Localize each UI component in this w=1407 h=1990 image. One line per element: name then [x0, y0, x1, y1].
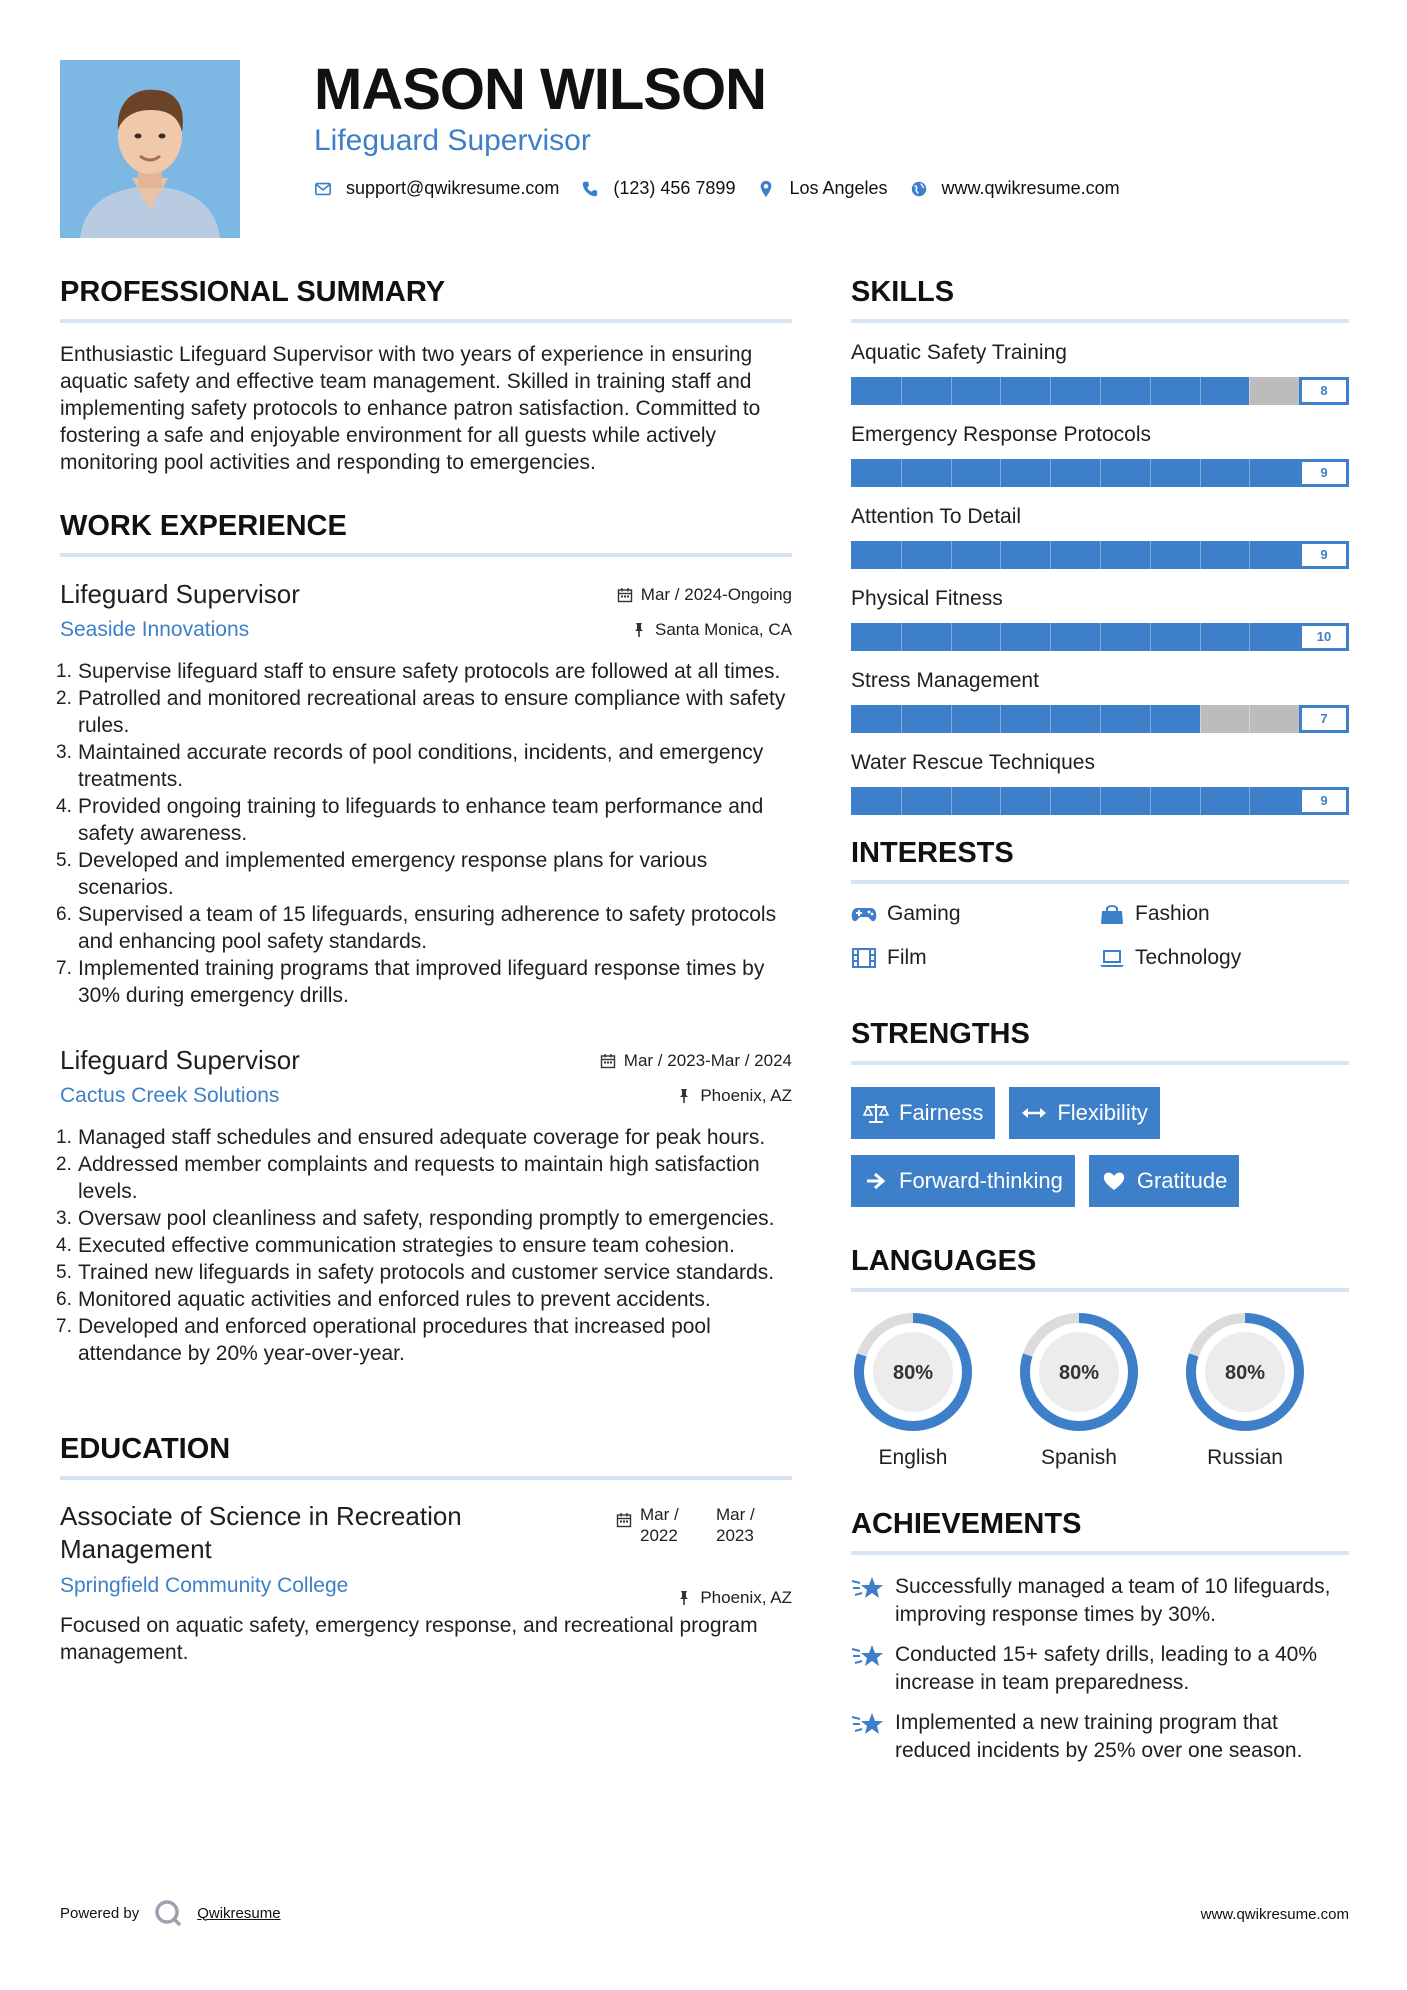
skill-bar-divider	[1150, 787, 1151, 815]
skill-bar-divider	[1150, 705, 1151, 733]
list-item: 1. Supervise lifeguard staff to ensure safety protocols are followed at all times.	[56, 660, 781, 683]
phone-text: (123) 456 7899	[613, 178, 736, 198]
skill-bar-divider	[951, 705, 952, 733]
globe-icon	[910, 180, 928, 198]
interest-item: Technology	[1099, 946, 1347, 970]
contact-bar	[314, 178, 1142, 199]
skill-bar-divider	[1200, 459, 1201, 487]
skill-bar-divider	[901, 377, 902, 405]
achievement-list	[851, 1573, 1349, 1765]
job-location	[676, 1086, 792, 1106]
job-date	[600, 1051, 792, 1071]
language-list	[851, 1310, 1349, 1470]
skill-bar-divider	[1000, 705, 1001, 733]
shooting-star-icon	[851, 1573, 885, 1603]
education-heading: EDUCATION	[60, 1433, 792, 1480]
education-dates	[616, 1504, 792, 1546]
job-bullets	[56, 1124, 792, 1367]
skill-bar-divider	[1150, 623, 1151, 651]
skill-item	[851, 505, 1349, 569]
interest-item: Fashion	[1099, 902, 1347, 926]
education-entry	[60, 1500, 792, 1666]
interest-item: Gaming	[851, 902, 1099, 926]
education-section	[60, 1433, 792, 1666]
job-title: Lifeguard Supervisor	[60, 1045, 300, 1075]
list-item: 3. Oversaw pool cleanliness and safety, responding promptly to emergencies.	[56, 1207, 775, 1230]
pushpin-icon	[676, 1590, 692, 1606]
pushpin-icon	[631, 622, 647, 638]
skill-bar-divider	[1050, 787, 1051, 815]
list-item: 4. Provided ongoing training to lifeguards to enhance team performance and safety awareness.	[56, 795, 764, 845]
strength-tag: Gratitude	[1089, 1155, 1240, 1207]
skill-bar-divider	[1100, 459, 1101, 487]
skill-bar-divider	[901, 541, 902, 569]
skill-bar-divider	[1200, 377, 1201, 405]
strength-tag: Forward-thinking	[851, 1155, 1075, 1207]
job-location-text: Phoenix, AZ	[700, 1086, 792, 1105]
skill-bar-divider	[901, 623, 902, 651]
job-location-text: Santa Monica, CA	[654, 620, 792, 639]
skill-bar	[851, 377, 1349, 405]
skill-bar	[851, 787, 1349, 815]
list-item: 1. Managed staff schedules and ensured adequate coverage for peak hours.	[56, 1126, 766, 1149]
skill-bar-divider	[1050, 541, 1051, 569]
shooting-star-icon	[851, 1641, 885, 1671]
language-percent: 80%	[1058, 1362, 1100, 1384]
skill-bar-divider	[1050, 623, 1051, 651]
skill-item	[851, 751, 1349, 815]
summary-section	[60, 276, 792, 476]
website-text: www.qwikresume.com	[941, 178, 1120, 198]
skill-bar-divider	[1249, 541, 1250, 569]
skill-value: 9	[1299, 459, 1349, 487]
skill-bar-divider	[951, 541, 952, 569]
skill-bar-divider	[1200, 787, 1201, 815]
skill-bar-divider	[1050, 705, 1051, 733]
list-item: 6. Monitored aquatic activities and enforced rules to prevent accidents.	[56, 1288, 711, 1311]
skill-bar-divider	[1100, 623, 1101, 651]
language-donut	[1017, 1310, 1141, 1434]
job-location	[631, 620, 792, 640]
language-item	[1017, 1310, 1183, 1470]
work-section	[56, 510, 792, 1367]
job-entry	[56, 1045, 792, 1367]
skill-bar-divider	[1150, 377, 1151, 405]
education-location-text: Phoenix, AZ	[700, 1588, 792, 1607]
achievement-item: Implemented a new training program that reduced incidents by 25% over one season.	[851, 1709, 1349, 1765]
language-name: Russian	[1207, 1446, 1283, 1469]
list-item: 3. Maintained accurate records of pool conditions, incidents, and emergency treatments.	[56, 741, 764, 791]
skill-bar-divider	[1000, 377, 1001, 405]
candidate-title: Lifeguard Supervisor	[314, 124, 591, 157]
envelope-icon	[314, 180, 332, 198]
skill-bar-divider	[1150, 541, 1151, 569]
language-donut	[851, 1310, 975, 1434]
calendar-icon	[617, 587, 633, 603]
education-start: Mar / 2022	[640, 1505, 679, 1545]
skill-bar-divider	[1249, 787, 1250, 815]
job-date	[617, 585, 792, 605]
job-entry	[56, 579, 792, 1009]
balance-scale-icon	[863, 1102, 889, 1124]
education-description: Focused on aquatic safety, emergency response, and recreational program management.	[60, 1614, 758, 1664]
interests-heading: INTERESTS	[851, 837, 1349, 884]
skill-bar-divider	[1000, 787, 1001, 815]
skill-item	[851, 341, 1349, 405]
phone-icon	[581, 180, 599, 198]
education-end: Mar / 2023	[716, 1505, 755, 1545]
location-text: Los Angeles	[789, 178, 888, 198]
job-title: Lifeguard Supervisor	[60, 579, 300, 609]
skill-item	[851, 423, 1349, 487]
achievements-heading: ACHIEVEMENTS	[851, 1508, 1349, 1555]
laptop-icon	[1099, 947, 1125, 969]
calendar-icon	[600, 1053, 616, 1069]
shooting-star-icon	[851, 1709, 885, 1739]
summary-text: Enthusiastic Lifeguard Supervisor with two years of experience in ensuring aquatic safety and effective team management. Skilled in training staff and implementing safety protocols to enhance patron satisfaction. Committed to fostering a safe and enjoyable environment for all guests while actively monitoring pool activities and responding to emergencies.	[60, 343, 761, 474]
skill-bar	[851, 623, 1349, 651]
skills-section	[851, 276, 1349, 815]
achievement-item: Conducted 15+ safety drills, leading to a 40% increase in team preparedness.	[851, 1641, 1349, 1697]
skill-bar-divider	[1000, 623, 1001, 651]
pushpin-icon	[676, 1088, 692, 1104]
list-item: 5. Trained new lifeguards in safety protocols and customer service standards.	[56, 1261, 775, 1284]
arrows-horizontal-icon	[1021, 1102, 1047, 1124]
contact-website[interactable]	[910, 178, 1120, 199]
languages-section	[851, 1245, 1349, 1470]
skill-label: Emergency Response Protocols	[851, 423, 1151, 446]
job-company: Seaside Innovations	[60, 618, 250, 641]
skill-item	[851, 587, 1349, 651]
summary-heading: PROFESSIONAL SUMMARY	[60, 276, 792, 323]
qwikresume-link[interactable]: Qwikresume	[197, 1904, 281, 1922]
list-item: 5. Developed and implemented emergency response plans for various scenarios.	[56, 849, 708, 899]
skill-bar-divider	[1100, 541, 1101, 569]
interest-item: Film	[851, 946, 1099, 970]
education-location	[676, 1588, 792, 1608]
list-item: 7. Implemented training programs that improved lifeguard response times by 30% during emergency drills.	[56, 957, 765, 1007]
contact-email[interactable]	[314, 178, 559, 199]
skill-bar-divider	[1249, 705, 1250, 733]
language-percent: 80%	[1224, 1362, 1266, 1384]
skill-bar-divider	[951, 787, 952, 815]
language-name: Spanish	[1041, 1446, 1117, 1469]
skill-bar	[851, 705, 1349, 733]
list-item: 7. Developed and enforced operational procedures that increased pool attendance by 20% year-over-year.	[56, 1315, 711, 1365]
skill-bar-divider	[1249, 623, 1250, 651]
work-heading: WORK EXPERIENCE	[60, 510, 792, 557]
skill-bar-divider	[901, 787, 902, 815]
heart-icon	[1101, 1170, 1127, 1192]
list-item: 6. Supervised a team of 15 lifeguards, ensuring adherence to safety protocols and enhancing pool safety standards.	[56, 903, 777, 953]
language-item	[1183, 1310, 1349, 1470]
gamepad-icon	[851, 903, 877, 925]
skill-bar-divider	[1150, 459, 1151, 487]
powered-by-text: Powered by	[60, 1904, 140, 1922]
languages-heading: LANGUAGES	[851, 1245, 1349, 1292]
skills-heading: SKILLS	[851, 276, 1349, 323]
skill-bar-divider	[1200, 623, 1201, 651]
skill-label: Attention To Detail	[851, 505, 1022, 528]
strength-tag: Fairness	[851, 1087, 995, 1139]
skill-bar-divider	[1000, 541, 1001, 569]
shopping-bag-icon	[1099, 903, 1125, 925]
skill-value: 7	[1299, 705, 1349, 733]
skill-value: 10	[1299, 623, 1349, 651]
skill-label: Aquatic Safety Training	[851, 341, 1067, 364]
job-bullets	[56, 658, 792, 1009]
skill-bar-divider	[1050, 459, 1051, 487]
skill-bar-divider	[951, 623, 952, 651]
skill-bar-divider	[1249, 377, 1250, 405]
skill-value: 9	[1299, 787, 1349, 815]
strengths-section	[851, 1018, 1349, 1223]
candidate-name: MASON WILSON	[314, 57, 766, 122]
skill-label: Water Rescue Techniques	[851, 751, 1095, 774]
skill-bar-divider	[1000, 459, 1001, 487]
skill-bar-divider	[1100, 377, 1101, 405]
language-percent: 80%	[892, 1362, 934, 1384]
skill-bar-fill	[851, 705, 1200, 733]
achievement-item: Successfully managed a team of 10 lifeguards, improving response times by 30%.	[851, 1573, 1349, 1629]
list-item: 2. Addressed member complaints and requests to maintain high satisfaction levels.	[56, 1153, 760, 1203]
skill-value: 9	[1299, 541, 1349, 569]
skill-bar-fill	[851, 541, 1299, 569]
arrow-right-icon	[863, 1170, 889, 1192]
interests-section	[851, 837, 1349, 970]
footer-powered	[60, 1898, 281, 1928]
right-column	[851, 276, 1349, 1777]
skill-bar-divider	[1100, 705, 1101, 733]
skill-label: Physical Fitness	[851, 587, 1003, 610]
left-column	[56, 276, 792, 1666]
language-donut	[1183, 1310, 1307, 1434]
skill-label: Stress Management	[851, 669, 1039, 692]
skill-bar-divider	[1200, 541, 1201, 569]
list-item: 2. Patrolled and monitored recreational areas to ensure compliance with safety rules.	[56, 687, 786, 737]
map-pin-icon	[757, 180, 775, 198]
person-illustration	[60, 60, 240, 238]
achievements-section	[851, 1508, 1349, 1765]
interests-grid	[851, 902, 1349, 970]
degree-title: Associate of Science in Recreation Management	[60, 1501, 462, 1564]
skill-bar-divider	[901, 705, 902, 733]
list-item: 4. Executed effective communication strategies to ensure team cohesion.	[56, 1234, 735, 1257]
skill-bar	[851, 541, 1349, 569]
skill-bar-fill	[851, 787, 1299, 815]
film-icon	[851, 947, 877, 969]
job-date-text: Mar / 2024-Ongoing	[640, 585, 792, 604]
language-item	[851, 1310, 1017, 1470]
skill-bar	[851, 459, 1349, 487]
skill-item	[851, 669, 1349, 733]
skill-bar-divider	[1100, 787, 1101, 815]
skill-bar-fill	[851, 459, 1299, 487]
language-name: English	[878, 1446, 948, 1469]
skill-value: 8	[1299, 377, 1349, 405]
skill-bar-divider	[951, 377, 952, 405]
school-name: Springfield Community College	[60, 1574, 349, 1597]
skill-bar-divider	[1249, 459, 1250, 487]
qwikresume-logo-icon	[153, 1898, 183, 1928]
job-date-text: Mar / 2023-Mar / 2024	[623, 1051, 792, 1070]
strengths-heading: STRENGTHS	[851, 1018, 1349, 1065]
footer-website[interactable]: www.qwikresume.com	[1200, 1906, 1349, 1923]
skill-bar-divider	[901, 459, 902, 487]
contact-phone[interactable]	[581, 178, 735, 199]
strength-tag: Flexibility	[1009, 1087, 1159, 1139]
profile-photo	[60, 60, 240, 238]
skill-bar-divider	[1200, 705, 1201, 733]
job-company: Cactus Creek Solutions	[60, 1084, 280, 1107]
strength-tags	[851, 1087, 1349, 1223]
skill-bar-divider	[951, 459, 952, 487]
email-text: support@qwikresume.com	[346, 178, 560, 198]
skill-bar-divider	[1050, 377, 1051, 405]
skills-list	[851, 341, 1349, 815]
contact-location	[757, 178, 887, 199]
calendar-icon	[616, 1512, 632, 1528]
